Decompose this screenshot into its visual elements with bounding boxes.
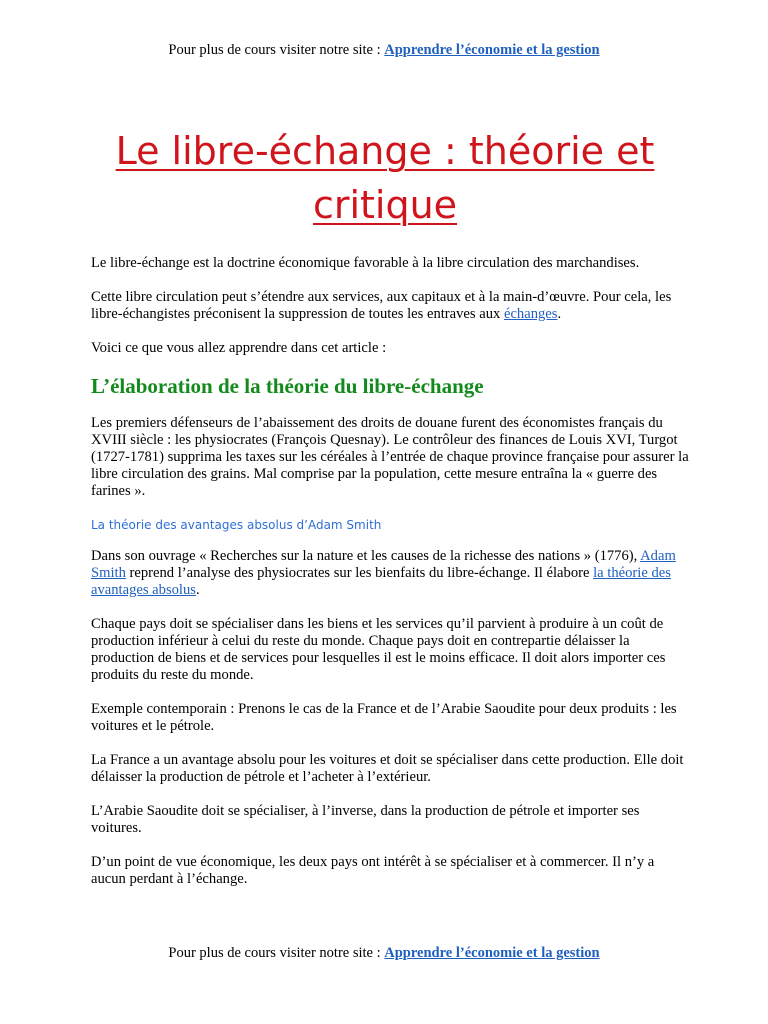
section2-paragraph-1-mid: reprend l’analyse des physiocrates sur les bienfaits du libre-échange. Il élabore [125,565,594,581]
section2-paragraph-1-end: . [195,582,200,598]
article-body [91,255,691,905]
avantages-absolus-link[interactable]: la théorie des avantages absolus [91,565,671,598]
intro-paragraph-3: Voici ce que vous allez apprendre dans cet article : [91,340,387,356]
section2-paragraph-1 [91,548,691,599]
section2-paragraph-6: D’un point de vue économique, les deux pays ont intérêt à se spécialiser et à commercer. Il n’y a aucun perdant à l’échange. [91,854,655,887]
intro-paragraph-2-text: Cette libre circulation peut s’étendre aux services, aux capitaux et à la main-d’œuvre. Pour cela, les libre-échangistes préconisent la suppression de toutes les entraves aux [91,289,672,322]
intro-paragraph-2-end: . [557,306,562,322]
footer-site-link[interactable]: Apprendre l’économie et la gestion [384,945,600,961]
intro-paragraph-2 [91,289,691,323]
footer-text: Pour plus de cours visiter notre site : [168,945,385,961]
page-footer [0,945,768,962]
section2-paragraph-4: La France a un avantage absolu pour les voitures et doit se spécialiser dans cette production. Elle doit délaisser la production de pétrole et l’acheter à l’extérieur. [91,752,684,785]
header-text: Pour plus de cours visiter notre site : [168,42,385,58]
adam-smith-link[interactable]: Adam Smith [91,548,676,581]
page-header [0,42,768,59]
section2-paragraph-1-text: Dans son ouvrage « Recherches sur la nature et les causes de la richesse des nations » (1776), [91,548,641,564]
section2-paragraph-5: L’Arabie Saoudite doit se spécialiser, à l’inverse, dans la production de pétrole et importer ses voitures. [91,803,640,836]
echanges-link[interactable]: échanges [503,306,558,322]
intro-paragraph-1: Le libre-échange est la doctrine économique favorable à la libre circulation des marchandises. [91,255,640,271]
section-heading-adam-smith: La théorie des avantages absolus d’Adam Smith [91,518,382,532]
section-heading-elaboration: L’élaboration de la théorie du libre-échange [91,374,484,398]
header-site-link[interactable]: Apprendre l’économie et la gestion [384,42,600,58]
section1-paragraph-1: Les premiers défenseurs de l’abaissement des droits de douane furent des économistes français du XVIII siècle : les physiocrates (François Quesnay). Le contrôleur des finances de Louis XVI, Turgot (1727-1781) supprima les taxes sur les céréales à l’entrée de chaque province française pour assurer la libre circulation des grains. Mal comprise par la population, cette mesure entraîna la « guerre des farines ». [91,415,689,499]
page-title: Le libre-échange : théorie et critique [115,129,655,227]
section2-paragraph-2: Chaque pays doit se spécialiser dans les biens et les services qu’il parvient à produire à un coût de production inférieur à celui du reste du monde. Chaque pays doit en contrepartie délaisser la production de biens et de services pour lesquelles il est le moins efficace. Il doit alors importer ces produits du reste du monde. [91,616,666,683]
section2-paragraph-3: Exemple contemporain : Prenons le cas de la France et de l’Arabie Saoudite pour deux produits : les voitures et le pétrole. [91,701,677,734]
